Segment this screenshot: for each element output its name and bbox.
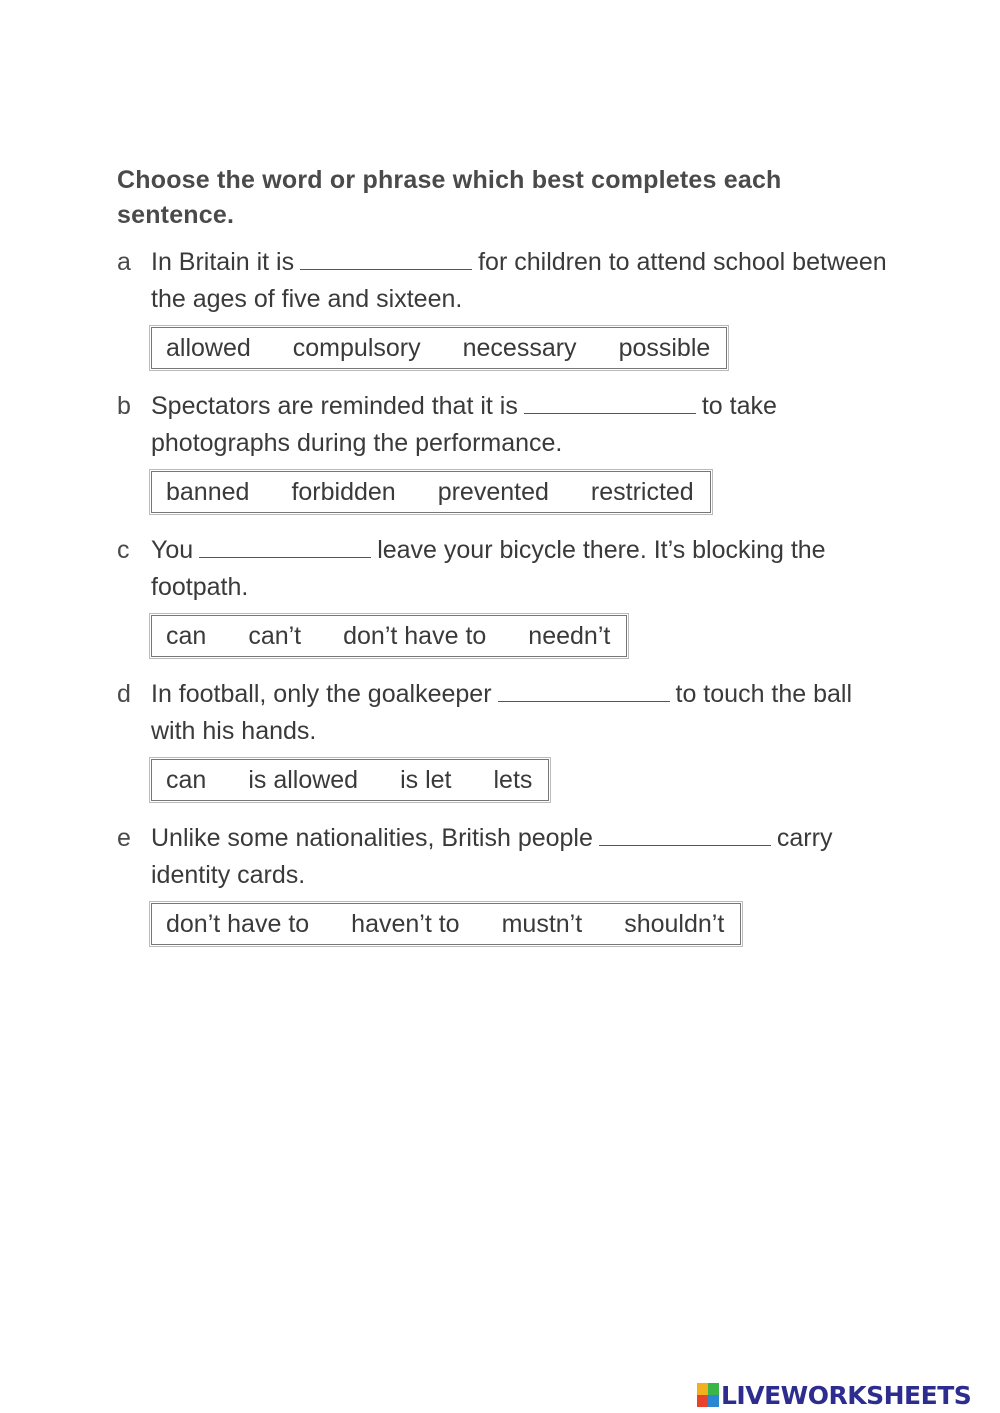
question-text-after: leave your bicycle there. It’s blocking the footpath. [151, 536, 826, 601]
liveworksheets-watermark [697, 1379, 971, 1411]
option[interactable]: lets [493, 765, 533, 794]
options-box [151, 327, 727, 369]
question-letter: d [117, 680, 131, 708]
question-text-after: to take photographs during the performance. [151, 392, 777, 457]
option[interactable]: prevented [437, 477, 549, 506]
question-text-before: You [151, 536, 194, 564]
question-letter: e [117, 824, 131, 852]
question-b [117, 388, 897, 513]
question-text [151, 244, 891, 318]
option[interactable]: don’t have to [166, 909, 310, 938]
question-text-after: for children to attend school between the ages of five and sixteen. [151, 248, 887, 313]
option[interactable]: is let [400, 765, 452, 794]
options-box [151, 903, 741, 945]
option[interactable]: possible [618, 333, 711, 362]
question-letter: a [117, 248, 131, 276]
instruction-text: Choose the word or phrase which best completes each sentence. [117, 166, 782, 229]
options-box [151, 759, 549, 801]
option[interactable]: banned [166, 477, 250, 506]
option[interactable]: can [166, 765, 207, 794]
options-box [151, 471, 711, 513]
question-e [117, 820, 897, 945]
question-text-after: carry identity cards. [151, 824, 833, 889]
liveworksheets-logo-icon [697, 1383, 719, 1407]
option[interactable]: allowed [166, 333, 251, 362]
question-text-before: Unlike some nationalities, British people [151, 824, 593, 852]
question-text-before: In Britain it is [151, 248, 295, 276]
question-text-after: to touch the ball with his hands. [151, 680, 853, 745]
answer-blank[interactable] [599, 823, 771, 846]
option[interactable]: haven’t to [351, 909, 460, 938]
option[interactable]: is allowed [248, 765, 359, 794]
question-a [117, 244, 897, 369]
option[interactable]: mustn’t [501, 909, 583, 938]
answer-blank[interactable] [300, 247, 472, 270]
question-text [151, 388, 891, 462]
option[interactable]: forbidden [291, 477, 396, 506]
option[interactable]: compulsory [292, 333, 421, 362]
question-text [151, 532, 891, 606]
options-box [151, 615, 627, 657]
answer-blank[interactable] [199, 535, 371, 558]
watermark-text: LIVEWORKSHEETS [721, 1380, 972, 1410]
question-text [151, 820, 891, 894]
question-letter: c [117, 536, 130, 564]
question-text [151, 676, 891, 750]
option[interactable]: necessary [462, 333, 577, 362]
question-letter: b [117, 392, 131, 420]
option[interactable]: shouldn’t [624, 909, 725, 938]
option[interactable]: don’t have to [343, 621, 487, 650]
answer-blank[interactable] [524, 391, 696, 414]
question-text-before: In football, only the goalkeeper [151, 680, 492, 708]
option[interactable]: can’t [248, 621, 302, 650]
option[interactable]: can [166, 621, 207, 650]
option[interactable]: restricted [590, 477, 694, 506]
question-c [117, 532, 897, 657]
question-text-before: Spectators are reminded that it is [151, 392, 518, 420]
option[interactable]: needn’t [528, 621, 611, 650]
question-d [117, 676, 897, 801]
answer-blank[interactable] [498, 679, 670, 702]
